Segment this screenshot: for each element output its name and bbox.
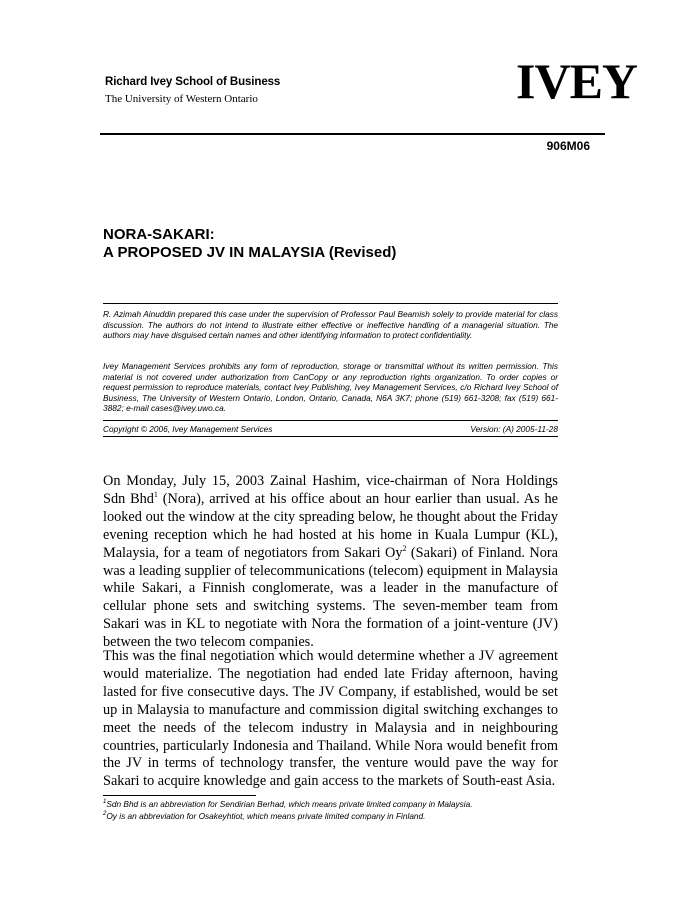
disclaimer-top-rule xyxy=(103,303,558,304)
paragraph-text: (Nora), arrived at his office about an hour earlier than usual. As he looked out the window at the city spreading below, he thought about the Friday evening reception which he had hosted at his home in Kuala Lumpur (KL), Malaysia, for a team of negotiators from Sakari Oy xyxy=(103,490,558,561)
header-rule xyxy=(100,133,605,135)
body-paragraph-1 xyxy=(103,473,558,652)
case-title-line1: NORA-SAKARI: xyxy=(103,226,215,243)
footnote-mark: 1 xyxy=(103,799,107,805)
body-paragraph-2: This was the final negotiation which would determine whether a JV agreement would materialize. The negotiation had ended late Friday afternoon, having lasted for five consecutive days. The JV Company, if established, would be set up in Malaysia to manufacture and commission digital switching exchanges to meet the needs of the telecom industry in Malaysia and in neighbouring countries, particularly Indonesia and Thailand. While Nora would benefit from the JV in terms of technology transfer, the venture would pave the way for Sakari to acquire knowledge and gain access to the markets of South-east Asia. xyxy=(103,648,558,790)
copyright-text: Copyright © 2006, Ivey Management Services xyxy=(103,424,273,434)
footnote-text: Sdn Bhd is an abbreviation for Sendirian Berhad, which means private limited company in Malaysia. xyxy=(106,799,473,809)
ivey-logo: IVEY xyxy=(516,53,638,109)
disclaimer-bottom-rule xyxy=(103,436,558,437)
footnote-ref-2: 2 xyxy=(402,543,407,553)
footnote-ref-1: 1 xyxy=(153,489,158,499)
footnote-text: Oy is an abbreviation for Osakeyhtiot, which means private limited company in Finland. xyxy=(106,811,426,821)
permissions-note: Ivey Management Services prohibits any form of reproduction, storage or transmittal without its written permission. This material is not covered under authorization from CanCopy or any reproduction rights organization. To order copies or request permission to reproduce materials, contact Ivey Publishing, Ivey Management Services, c/o Richard Ivey School of Business, The University of Western Ontario, London, Ontario, Canada, N6A 3K7; phone (519) 661-3208; fax (519) 661-3882; e-mail cases@ivey.uwo.ca. xyxy=(103,361,558,414)
disclaimer-middle-rule xyxy=(103,420,558,421)
footnote-rule xyxy=(103,795,256,796)
case-code: 906M06 xyxy=(546,139,590,153)
version-text: Version: (A) 2005-11-28 xyxy=(470,424,558,434)
paragraph-text: (Sakari) of Finland. Nora was a leading supplier of telecommunications (telecom) equipment in Malaysia while Sakari, a Finnish conglomerate, was a leader in the manufacture of cellular phone sets and switching systems. The seven-member team from Sakari was in KL to negotiate with Nora the formation of a joint-venture (JV) between the two telecom companies. xyxy=(103,544,558,651)
case-title-line2: A PROPOSED JV IN MALAYSIA (Revised) xyxy=(103,244,397,261)
university-name: The University of Western Ontario xyxy=(105,93,258,105)
school-name: Richard Ivey School of Business xyxy=(105,76,281,88)
paragraph-text: On Monday, July 15, 2003 Zainal Hashim, vice-chairman of Nora Holdings Sdn Bhd xyxy=(103,473,558,507)
footnote-2 xyxy=(103,811,425,821)
footnote-1 xyxy=(103,799,473,809)
footnote-mark: 2 xyxy=(103,811,107,817)
authorship-note: R. Azimah Ainuddin prepared this case under the supervision of Professor Paul Beamish solely to provide material for class discussion. The authors do not intend to illustrate either effective or ineffective handling of a managerial situation. The authors may have disguised certain names and other identifying information to protect confidentiality. xyxy=(103,309,558,341)
